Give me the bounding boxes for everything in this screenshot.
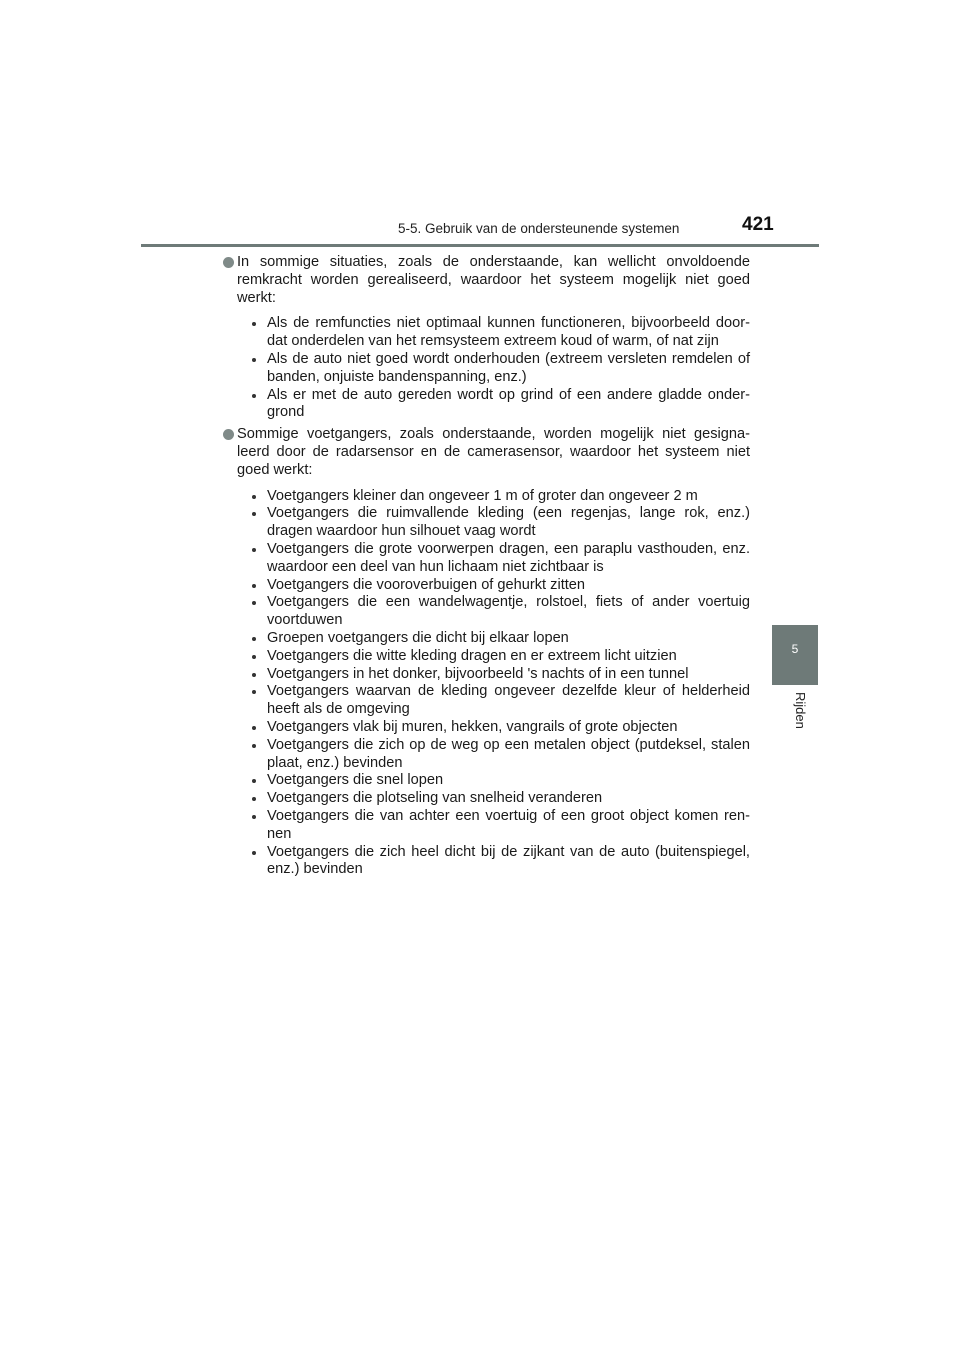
dot-bullet-icon — [252, 637, 256, 641]
dot-bullet-icon — [252, 779, 256, 783]
chapter-tab-label: Rijden — [784, 690, 808, 752]
list-item: Voetgangers die van achter een voertuig of een groot object komen ren-nen — [237, 808, 750, 844]
dot-bullet-icon — [252, 744, 256, 748]
list-item: Voetgangers kleiner dan ongeveer 1 m of groter dan ongeveer 2 m — [237, 488, 750, 506]
header-divider — [141, 244, 819, 247]
list-item: Voetgangers die grote voorwerpen dragen, een paraplu vasthouden, enz. waardoor een deel van hun lichaam niet zichtbaar is — [237, 541, 750, 577]
main-content — [222, 254, 750, 883]
list-item: Voetgangers die zich heel dicht bij de zijkant van de auto (buitenspiegel, enz.) bevinden — [237, 844, 750, 880]
sub-list — [237, 488, 750, 880]
dot-bullet-icon — [252, 815, 256, 819]
dot-bullet-icon — [252, 512, 256, 516]
dot-bullet-icon — [252, 358, 256, 362]
sub-list — [237, 315, 750, 422]
dot-bullet-icon — [252, 394, 256, 398]
list-item: Voetgangers in het donker, bijvoorbeeld 's nachts of in een tunnel — [237, 666, 750, 684]
dot-bullet-icon — [252, 673, 256, 677]
dot-bullet-icon — [252, 797, 256, 801]
dot-bullet-icon — [252, 726, 256, 730]
circle-bullet-icon — [223, 257, 234, 268]
list-item: Voetgangers die snel lopen — [237, 772, 750, 790]
dot-bullet-icon — [252, 495, 256, 499]
list-item: Voetgangers die plotseling van snelheid veranderen — [237, 790, 750, 808]
paragraph-text: In sommige situaties, zoals de onderstaande, kan wellicht onvoldoende remkracht worden gerealiseerd, waardoor het systeem mogelijk niet goed werkt: — [237, 254, 750, 306]
list-item: Als de remfuncties niet optimaal kunnen functioneren, bijvoorbeeld door-dat onderdelen van het remsysteem extreem koud of warm, of nat zijn — [237, 315, 750, 351]
dot-bullet-icon — [252, 851, 256, 855]
page-number: 421 — [742, 214, 774, 235]
list-item: Als de auto niet goed wordt onderhouden (extreem versleten remdelen of banden, onjuiste bandenspanning, enz.) — [237, 351, 750, 387]
list-item: Voetgangers vlak bij muren, hekken, vangrails of grote objecten — [237, 719, 750, 737]
dot-bullet-icon — [252, 690, 256, 694]
dot-bullet-icon — [252, 322, 256, 326]
circle-bullet-icon — [223, 429, 234, 440]
dot-bullet-icon — [252, 601, 256, 605]
list-item: Voetgangers die witte kleding dragen en er extreem licht uitzien — [237, 648, 750, 666]
paragraph-brake-conditions — [222, 254, 750, 422]
list-item: Voetgangers die ruimvallende kleding (een regenjas, lange rok, enz.) dragen waardoor hun silhouet vaag wordt — [237, 505, 750, 541]
list-item: Voetgangers die vooroverbuigen of gehurkt zitten — [237, 577, 750, 595]
paragraph-pedestrians — [222, 426, 750, 879]
chapter-tab-number: 5 — [772, 625, 818, 685]
list-item: Voetgangers waarvan de kleding ongeveer dezelfde kleur of helderheid heeft als de omgeving — [237, 683, 750, 719]
list-item: Voetgangers die een wandelwagentje, rolstoel, fiets of ander voertuig voortduwen — [237, 594, 750, 630]
dot-bullet-icon — [252, 584, 256, 588]
list-item: Groepen voetgangers die dicht bij elkaar lopen — [237, 630, 750, 648]
dot-bullet-icon — [252, 655, 256, 659]
dot-bullet-icon — [252, 548, 256, 552]
section-title: 5-5. Gebruik van de ondersteunende systemen — [398, 221, 680, 236]
list-item: Als er met de auto gereden wordt op grind of een andere gladde onder-grond — [237, 387, 750, 423]
list-item: Voetgangers die zich op de weg op een metalen object (putdeksel, stalen plaat, enz.) bevinden — [237, 737, 750, 773]
paragraph-text: Sommige voetgangers, zoals onderstaande, worden mogelijk niet gesigna-leerd door de radarsensor en de camerasensor, waardoor het systeem niet goed werkt: — [237, 426, 750, 478]
